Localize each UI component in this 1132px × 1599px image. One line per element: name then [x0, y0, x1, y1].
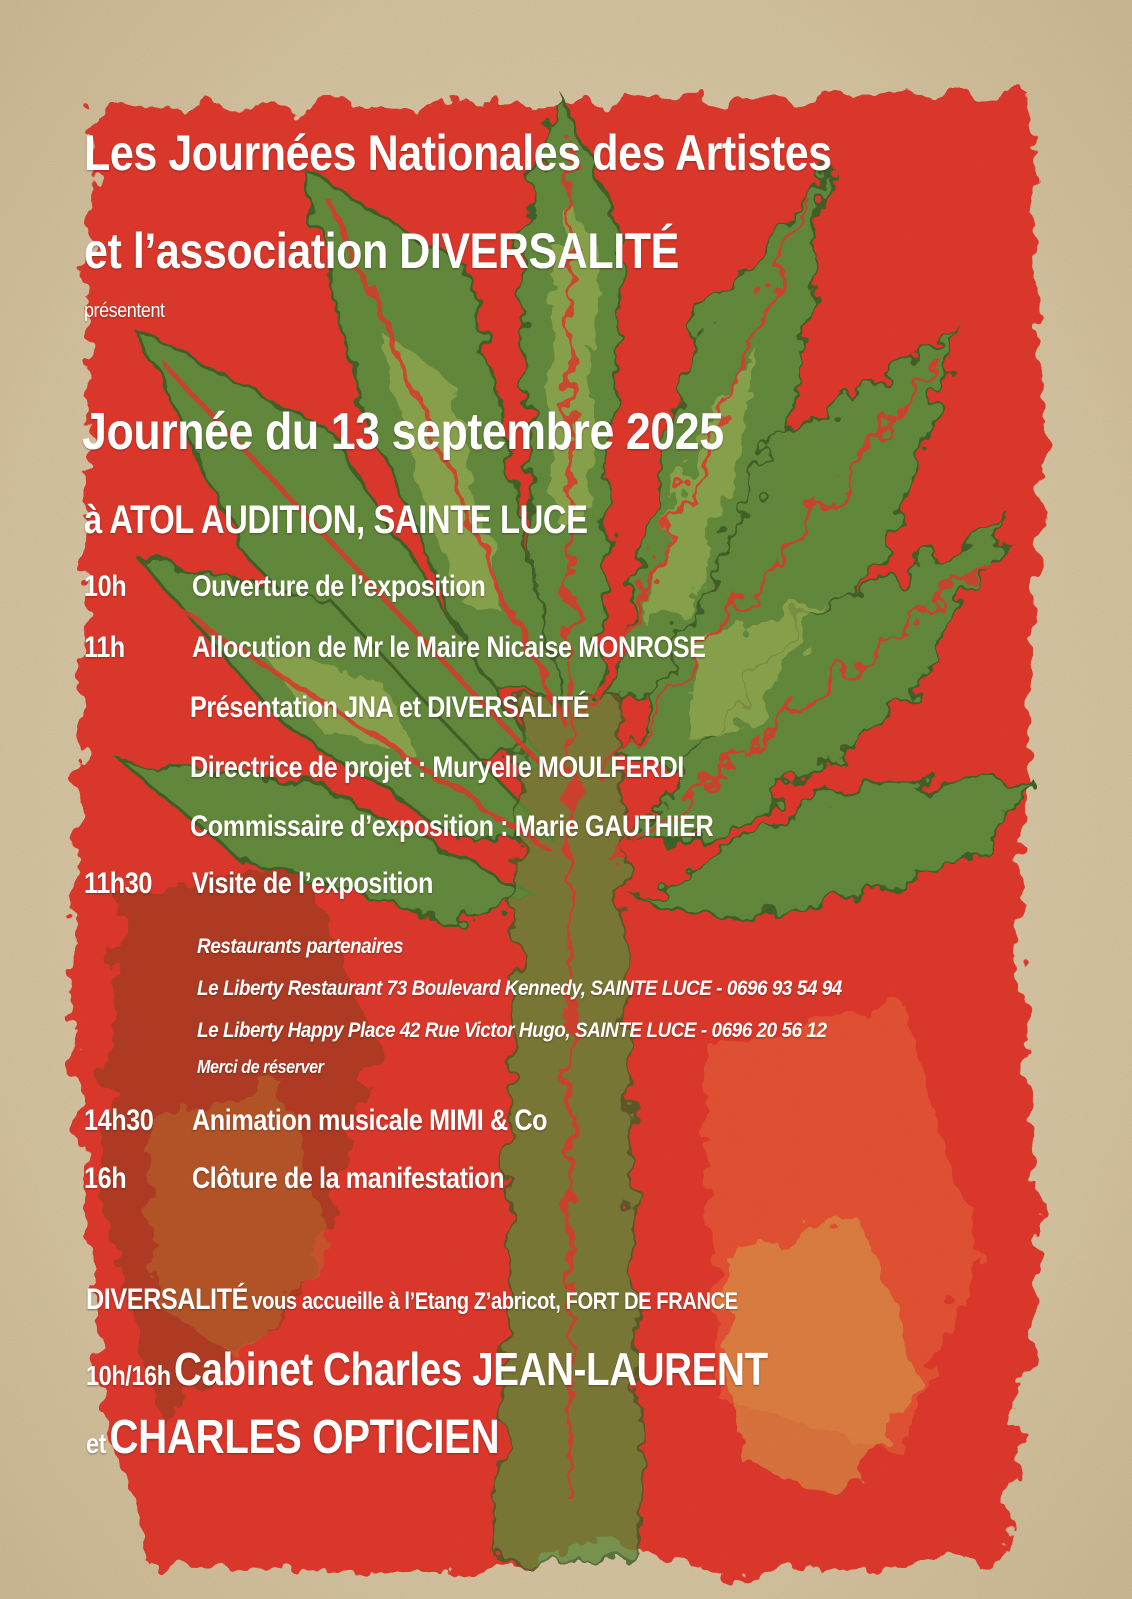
schedule-item: Animation musicale MIMI & Co	[192, 1104, 548, 1137]
schedule-item: Clôture de la manifestation	[192, 1162, 505, 1195]
schedule-item: Présentation JNA et DIVERSALITÉ	[190, 691, 590, 724]
schedule-time: 16h	[84, 1162, 127, 1195]
restaurants-heading: Restaurants partenaires	[197, 935, 404, 958]
footer-opticien-name: CHARLES OPTICIEN	[109, 1411, 500, 1464]
schedule-time: 10h	[84, 570, 127, 603]
schedule-item: Commissaire d’exposition : Marie GAUTHIER	[190, 810, 714, 843]
footer-hours: 10h/16h	[86, 1360, 171, 1391]
footer-org: DIVERSALITÉ	[86, 1283, 249, 1316]
footer-welcome	[86, 1283, 738, 1317]
schedule-time: 11h30	[84, 867, 152, 900]
footer-opticien	[86, 1410, 499, 1465]
schedule-time: 14h30	[84, 1104, 154, 1137]
footer-cabinet	[86, 1342, 768, 1396]
schedule-item: Ouverture de l’exposition	[192, 570, 486, 603]
restaurant-line: Le Liberty Restaurant 73 Boulevard Kennedy, SAINTE LUCE - 0696 93 54 94	[197, 977, 842, 1000]
footer-welcome-text: vous accueille à l’Etang Z’abricot, FORT DE FRANCE	[251, 1288, 738, 1315]
footer-et: et	[86, 1428, 107, 1459]
title-line-2: et l’association DIVERSALITÉ	[84, 223, 679, 279]
event-date: Journée du 13 septembre 2025	[82, 403, 724, 461]
presentent-label: présentent	[84, 300, 165, 322]
reservation-note: Merci de réserver	[197, 1057, 324, 1077]
schedule-time: 11h	[84, 631, 125, 664]
schedule-item: Allocution de Mr le Maire Nicaise MONROSE	[192, 631, 706, 664]
schedule-item: Directrice de projet : Muryelle MOULFERDI	[190, 751, 684, 784]
title-line-1: Les Journées Nationales des Artistes	[84, 125, 832, 181]
event-venue: à ATOL AUDITION, SAINTE LUCE	[84, 498, 588, 542]
schedule-item: Visite de l’exposition	[192, 867, 433, 900]
footer-cabinet-name: Cabinet Charles JEAN-LAURENT	[173, 1343, 768, 1395]
restaurant-line: Le Liberty Happy Place 42 Rue Victor Hugo, SAINTE LUCE - 0696 20 56 12	[197, 1019, 827, 1042]
